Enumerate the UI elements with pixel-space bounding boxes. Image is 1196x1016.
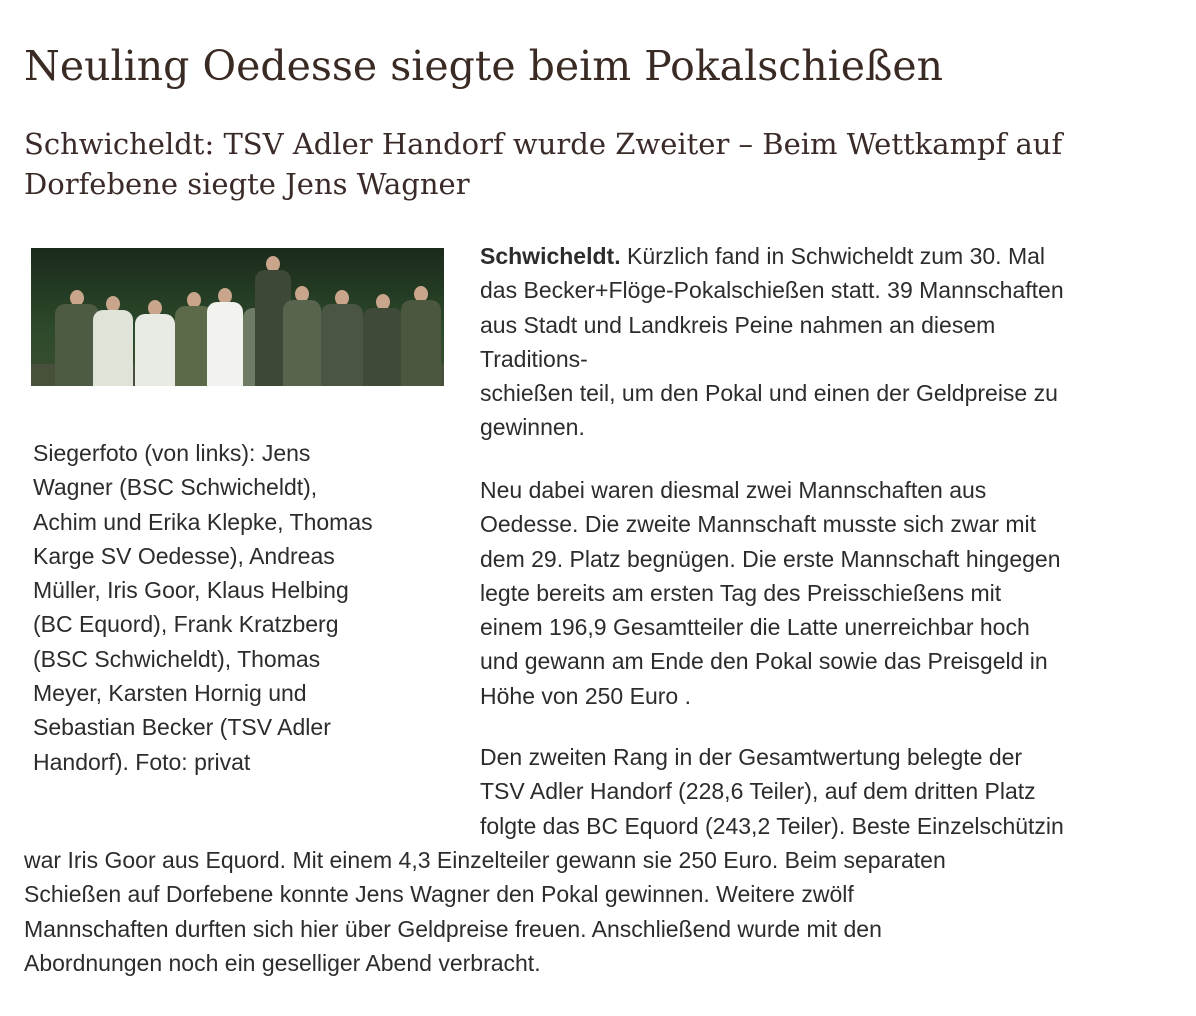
article-line: das Becker+Flöge-Pokalschießen statt. 39 Mannschaften: [480, 277, 1064, 304]
caption-line: Müller, Iris Goor, Klaus Helbing: [33, 577, 349, 604]
article-line: folgte das BC Equord (243,2 Teiler). Beste Einzelschützin: [480, 812, 1064, 839]
article-line-text: Kürzlich fand in Schwicheldt zum 30. Mal: [620, 243, 1046, 269]
article-paragraph-3-continued: [24, 843, 1184, 980]
article-line: aus Stadt und Landkreis Peine nahmen an diesem: [480, 311, 996, 338]
caption-line: Handorf). Foto: privat: [33, 748, 251, 775]
article-line: schießen teil, um den Pokal und einen der Geldpreise zu: [480, 380, 1058, 407]
article-line: Abordnungen noch ein geselliger Abend verbracht.: [24, 949, 541, 976]
article-line: TSV Adler Handorf (228,6 Teiler), auf dem dritten Platz: [480, 778, 1036, 805]
article-paragraph-1: [480, 239, 1180, 445]
article-line: war Iris Goor aus Equord. Mit einem 4,3 Einzelteiler gewann sie 250 Euro. Beim separaten: [24, 847, 946, 873]
caption-line: Meyer, Karsten Hornig und: [33, 680, 307, 707]
article-subheadline: Schwicheldt: TSV Adler Handorf wurde Zweiter – Beim Wettkampf auf Dorfebene siegte Jens Wagner: [24, 127, 1063, 201]
article-line: einem 196,9 Gesamtteiler die Latte unerreichbar hoch: [480, 614, 1030, 641]
article-line: Mannschaften durften sich hier über Geldpreise freuen. Anschließend wurde mit den: [24, 915, 882, 942]
photo-person: [207, 288, 243, 386]
article-line: Oedesse. Die zweite Mannschaft musste sich zwar mit: [480, 511, 1037, 538]
photo-person: [283, 286, 321, 386]
photo-person: [321, 290, 363, 386]
article-line: Traditions-: [480, 345, 588, 372]
article-line: Schießen auf Dorfebene konnte Jens Wagner den Pokal gewinnen. Weitere zwölf: [24, 881, 854, 908]
article-line: und gewann am Ende den Pokal sowie das Preisgeld in: [480, 648, 1048, 675]
article-headline: Neuling Oedesse siegte beim Pokalschießen: [24, 42, 944, 90]
caption-line: (BSC Schwicheldt), Thomas: [33, 645, 321, 672]
photo-person: [401, 286, 441, 386]
article-line: Höhe von 250 Euro .: [480, 682, 691, 709]
article-paragraph-2: [480, 473, 1180, 713]
article-line: Neu dabei waren diesmal zwei Mannschaften aus: [480, 477, 987, 503]
article-line: [480, 239, 1180, 273]
dateline: Schwicheldt.: [480, 243, 621, 269]
winners-photo: [31, 248, 444, 386]
photo-person: [363, 294, 403, 386]
caption-line: Karge SV Oedesse), Andreas: [33, 542, 335, 569]
article-line: gewinnen.: [480, 414, 585, 441]
photo-person: [135, 300, 175, 386]
article-line: legte bereits am ersten Tag des Preisschießens mit: [480, 579, 1002, 606]
photo-person: [93, 296, 133, 386]
caption-line: Sebastian Becker (TSV Adler: [33, 714, 331, 741]
caption-line: Wagner (BSC Schwicheldt),: [33, 474, 318, 501]
article-paragraph-3: [480, 740, 1180, 843]
caption-line: (BC Equord), Frank Kratzberg: [33, 611, 339, 638]
article-line: Den zweiten Rang in der Gesamtwertung belegte der: [480, 744, 1023, 770]
photo-caption: [33, 436, 433, 779]
caption-line: Achim und Erika Klepke, Thomas: [33, 508, 373, 535]
caption-line: Siegerfoto (von links): Jens: [33, 440, 311, 466]
article-line: dem 29. Platz begnügen. Die erste Mannschaft hingegen: [480, 545, 1061, 572]
